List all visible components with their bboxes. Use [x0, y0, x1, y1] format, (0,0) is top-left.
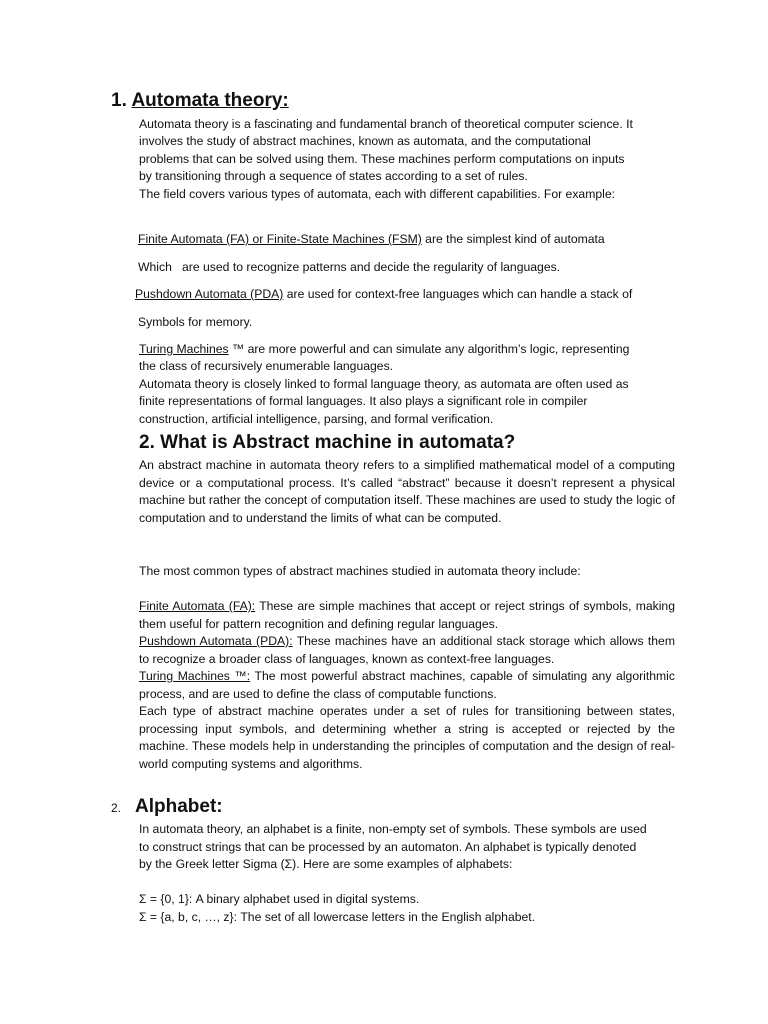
- s3-example-2: Σ = {a, b, c, …, z}: The set of all lowercase letters in the English alphabet.: [139, 910, 536, 924]
- s3-para-line3: by the Greek letter Sigma (Σ). Here are some examples of alphabets:: [139, 857, 513, 871]
- s2-intro: An abstract machine in automata theory refers to a simplified mathematical model of a computing device or a computational process. It’s called “abstract” because it doesn’t represent a physical machine but rather the concept of computation itself. These machines are used to study the logic of computation and to understand the limits of what can be computed.: [139, 458, 675, 525]
- section-3-title: Alphabet:: [135, 796, 223, 817]
- s3-para-line2: to construct strings that can be processed by an automaton. An alphabet is typically denoted: [139, 840, 637, 854]
- s1-para2-line4: construction, artificial intelligence, parsing, and formal verification.: [139, 412, 494, 426]
- s1-para1-line1: Automata theory is a fascinating and fundamental branch of theoretical computer science. It: [139, 117, 633, 131]
- s2-common: The most common types of abstract machines studied in automata theory include:: [139, 564, 581, 578]
- s1-para1-line3: problems that can be solved using them. These machines perform computations on inputs: [139, 152, 625, 166]
- s1-para2-line1: the class of recursively enumerable languages.: [139, 359, 394, 373]
- s1-pda-line: [135, 286, 632, 304]
- s2-tm-text: The most powerful abstract machines, capable of simulating any algorithmic process, and are used to define the class of computable functions.: [139, 669, 675, 701]
- s1-para2-line2: Automata theory is closely linked to formal language theory, as automata are often used as: [139, 377, 629, 391]
- s3-example-1: Σ = {0, 1}: A binary alphabet used in digital systems.: [139, 892, 420, 906]
- s2-tm-paragraph: [139, 668, 675, 703]
- s1-para1-line5: The field covers various types of automata, each with different capabilities. For example:: [139, 187, 616, 201]
- section-2-title: 2. What is Abstract machine in automata?: [139, 432, 516, 453]
- s3-para-line1: In automata theory, an alphabet is a finite, non-empty set of symbols. These symbols are used: [139, 822, 647, 836]
- section-3-number: 2.: [111, 801, 122, 815]
- section-1-heading: [111, 89, 289, 113]
- section-1-number: 1.: [111, 90, 127, 111]
- s2-pda-paragraph: [139, 633, 675, 668]
- s2-fa-term: Finite Automata (FA):: [139, 599, 256, 613]
- s2-closing: Each type of abstract machine operates under a set of rules for transitioning between states, processing input symbols, and determining whether a string is accepted or rejected by the machine. These models help in understanding the principles of computation and the design of real-world computing systems and algorithms.: [139, 704, 675, 771]
- s1-fa-term: Finite Automata (FA) or Finite-State Machines (FSM): [138, 232, 422, 246]
- s1-tm-line: [139, 341, 629, 359]
- s1-para1-line4: by transitioning through a sequence of states according to a set of rules.: [139, 169, 528, 183]
- s2-pda-term: Pushdown Automata (PDA):: [139, 634, 293, 648]
- s1-pda-term: Pushdown Automata (PDA): [135, 287, 284, 301]
- s1-tm-rest: ™ are more powerful and can simulate any algorithm’s logic, representing: [228, 342, 630, 356]
- s1-pda-rest: are used for context-free languages which can handle a stack of: [283, 287, 633, 301]
- s1-pda-line2: Symbols for memory.: [138, 315, 253, 329]
- s2-fa-paragraph: [139, 598, 675, 633]
- s1-fa-line2: Which are used to recognize patterns and decide the regularity of languages.: [138, 260, 561, 274]
- s1-fa-rest: are the simplest kind of automata: [421, 232, 605, 246]
- s1-fa-line: [138, 231, 605, 249]
- s1-para2-line3: finite representations of formal languages. It also plays a significant role in compiler: [139, 394, 588, 408]
- s2-pda-text: These machines have an additional stack storage which allows them to recognize a broader class of languages, known as context-free languages.: [139, 634, 675, 666]
- s2-tm-term: Turing Machines ™:: [139, 669, 251, 683]
- s1-tm-term: Turing Machines: [139, 342, 229, 356]
- s1-para1-line2: involves the study of abstract machines, known as automata, and the computational: [139, 134, 591, 148]
- section-1-title: Automata theory:: [131, 90, 289, 111]
- s2-fa-text: These are simple machines that accept or reject strings of symbols, making them useful for pattern recognition and defining regular languages.: [139, 599, 675, 631]
